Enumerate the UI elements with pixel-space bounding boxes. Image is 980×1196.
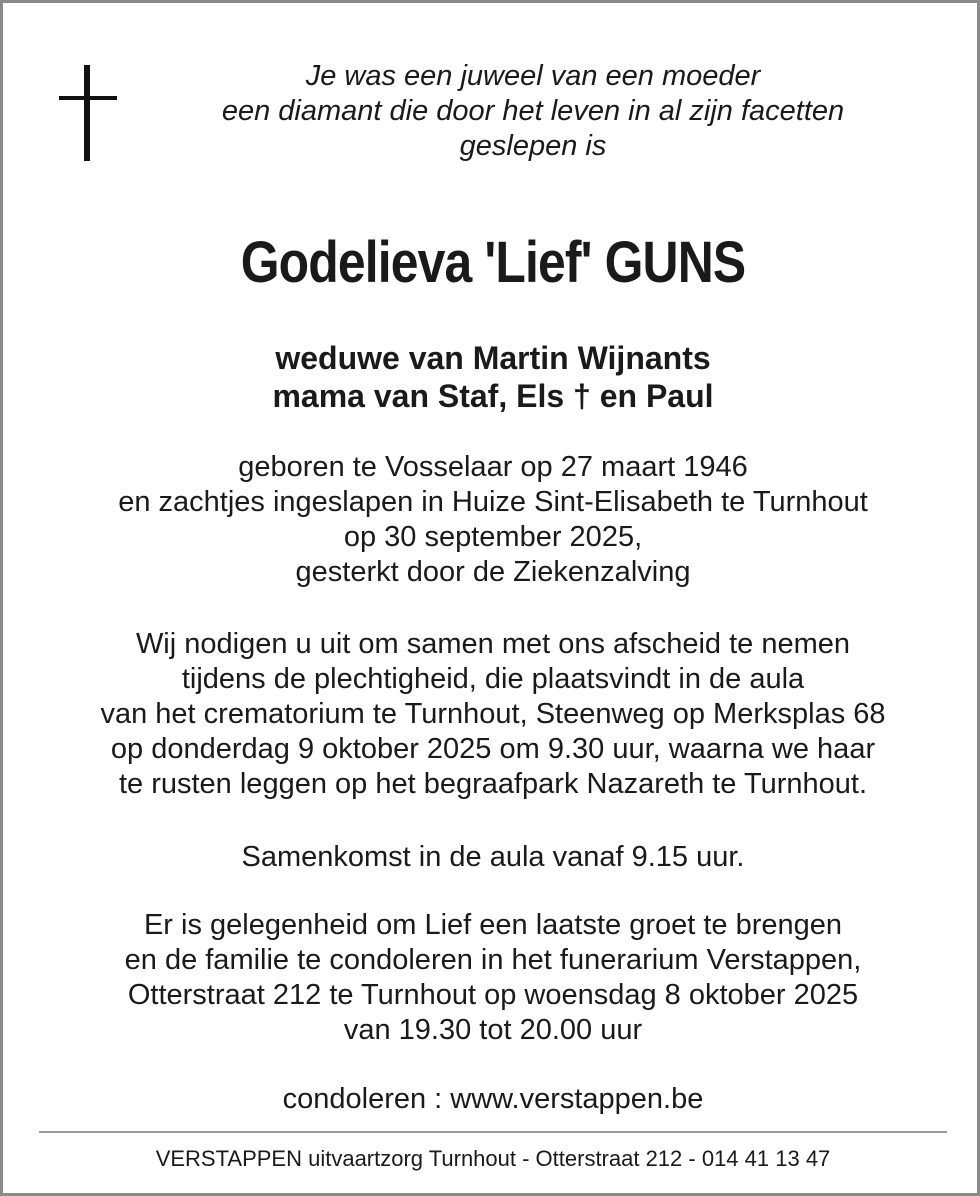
poem-line: Je was een juweel van een moeder	[305, 60, 761, 92]
poem	[183, 59, 883, 164]
visitation-line: Otterstraat 212 te Turnhout op woensdag 8 oktober 2025	[127, 979, 859, 1011]
poem-line: een diamant die door het leven in al zijn facetten	[221, 95, 845, 127]
cross-icon	[59, 65, 119, 161]
visitation-line: Er is gelegenheid om Lief een laatste groet te brengen	[143, 909, 843, 941]
relation-line: weduwe van Martin Wijnants	[275, 340, 711, 376]
poem-line: geslepen is	[459, 130, 607, 162]
visitation-details	[3, 908, 980, 1048]
birth-line: op 30 september 2025,	[343, 521, 643, 553]
invitation-line: tijdens de plechtigheid, die plaatsvindt in de aula	[181, 663, 805, 695]
invitation-line: van het crematorium te Turnhout, Steenweg op Merksplas 68	[100, 698, 886, 730]
invitation-line: op donderdag 9 oktober 2025 om 9.30 uur, waarna we haar	[110, 733, 876, 765]
birth-line: en zachtjes ingeslapen in Huize Sint-Elisabeth te Turnhout	[118, 486, 868, 518]
meeting-line: Samenkomst in de aula vanaf 9.15 uur.	[241, 841, 745, 873]
divider	[39, 1131, 947, 1133]
footer-contact: VERSTAPPEN uitvaartzorg Turnhout - Otterstraat 212 - 014 41 13 47	[155, 1146, 831, 1171]
meeting-notice	[3, 840, 980, 875]
visitation-line: van 19.30 tot 20.00 uur	[343, 1014, 643, 1046]
condolences-text: condoleren : www.verstappen.be	[282, 1083, 704, 1115]
visitation-line: en de familie te condoleren in het funerarium Verstappen,	[124, 944, 862, 976]
birth-line: geboren te Vosselaar op 27 maart 1946	[238, 451, 748, 483]
invitation-line: te rusten leggen op het begraafpark Nazareth te Turnhout.	[118, 768, 868, 800]
relation-line: mama van Staf, Els † en Paul	[272, 378, 714, 414]
deceased-name: Godelieva 'Lief' GUNS	[240, 230, 746, 295]
birth-death-details	[3, 450, 980, 590]
invitation-line: Wij nodigen u uit om samen met ons afscheid te nemen	[135, 628, 851, 660]
birth-line: gesterkt door de Ziekenzalving	[295, 556, 691, 588]
relations	[3, 339, 980, 415]
ceremony-invitation	[3, 627, 980, 802]
condolences-link[interactable]	[3, 1082, 980, 1117]
